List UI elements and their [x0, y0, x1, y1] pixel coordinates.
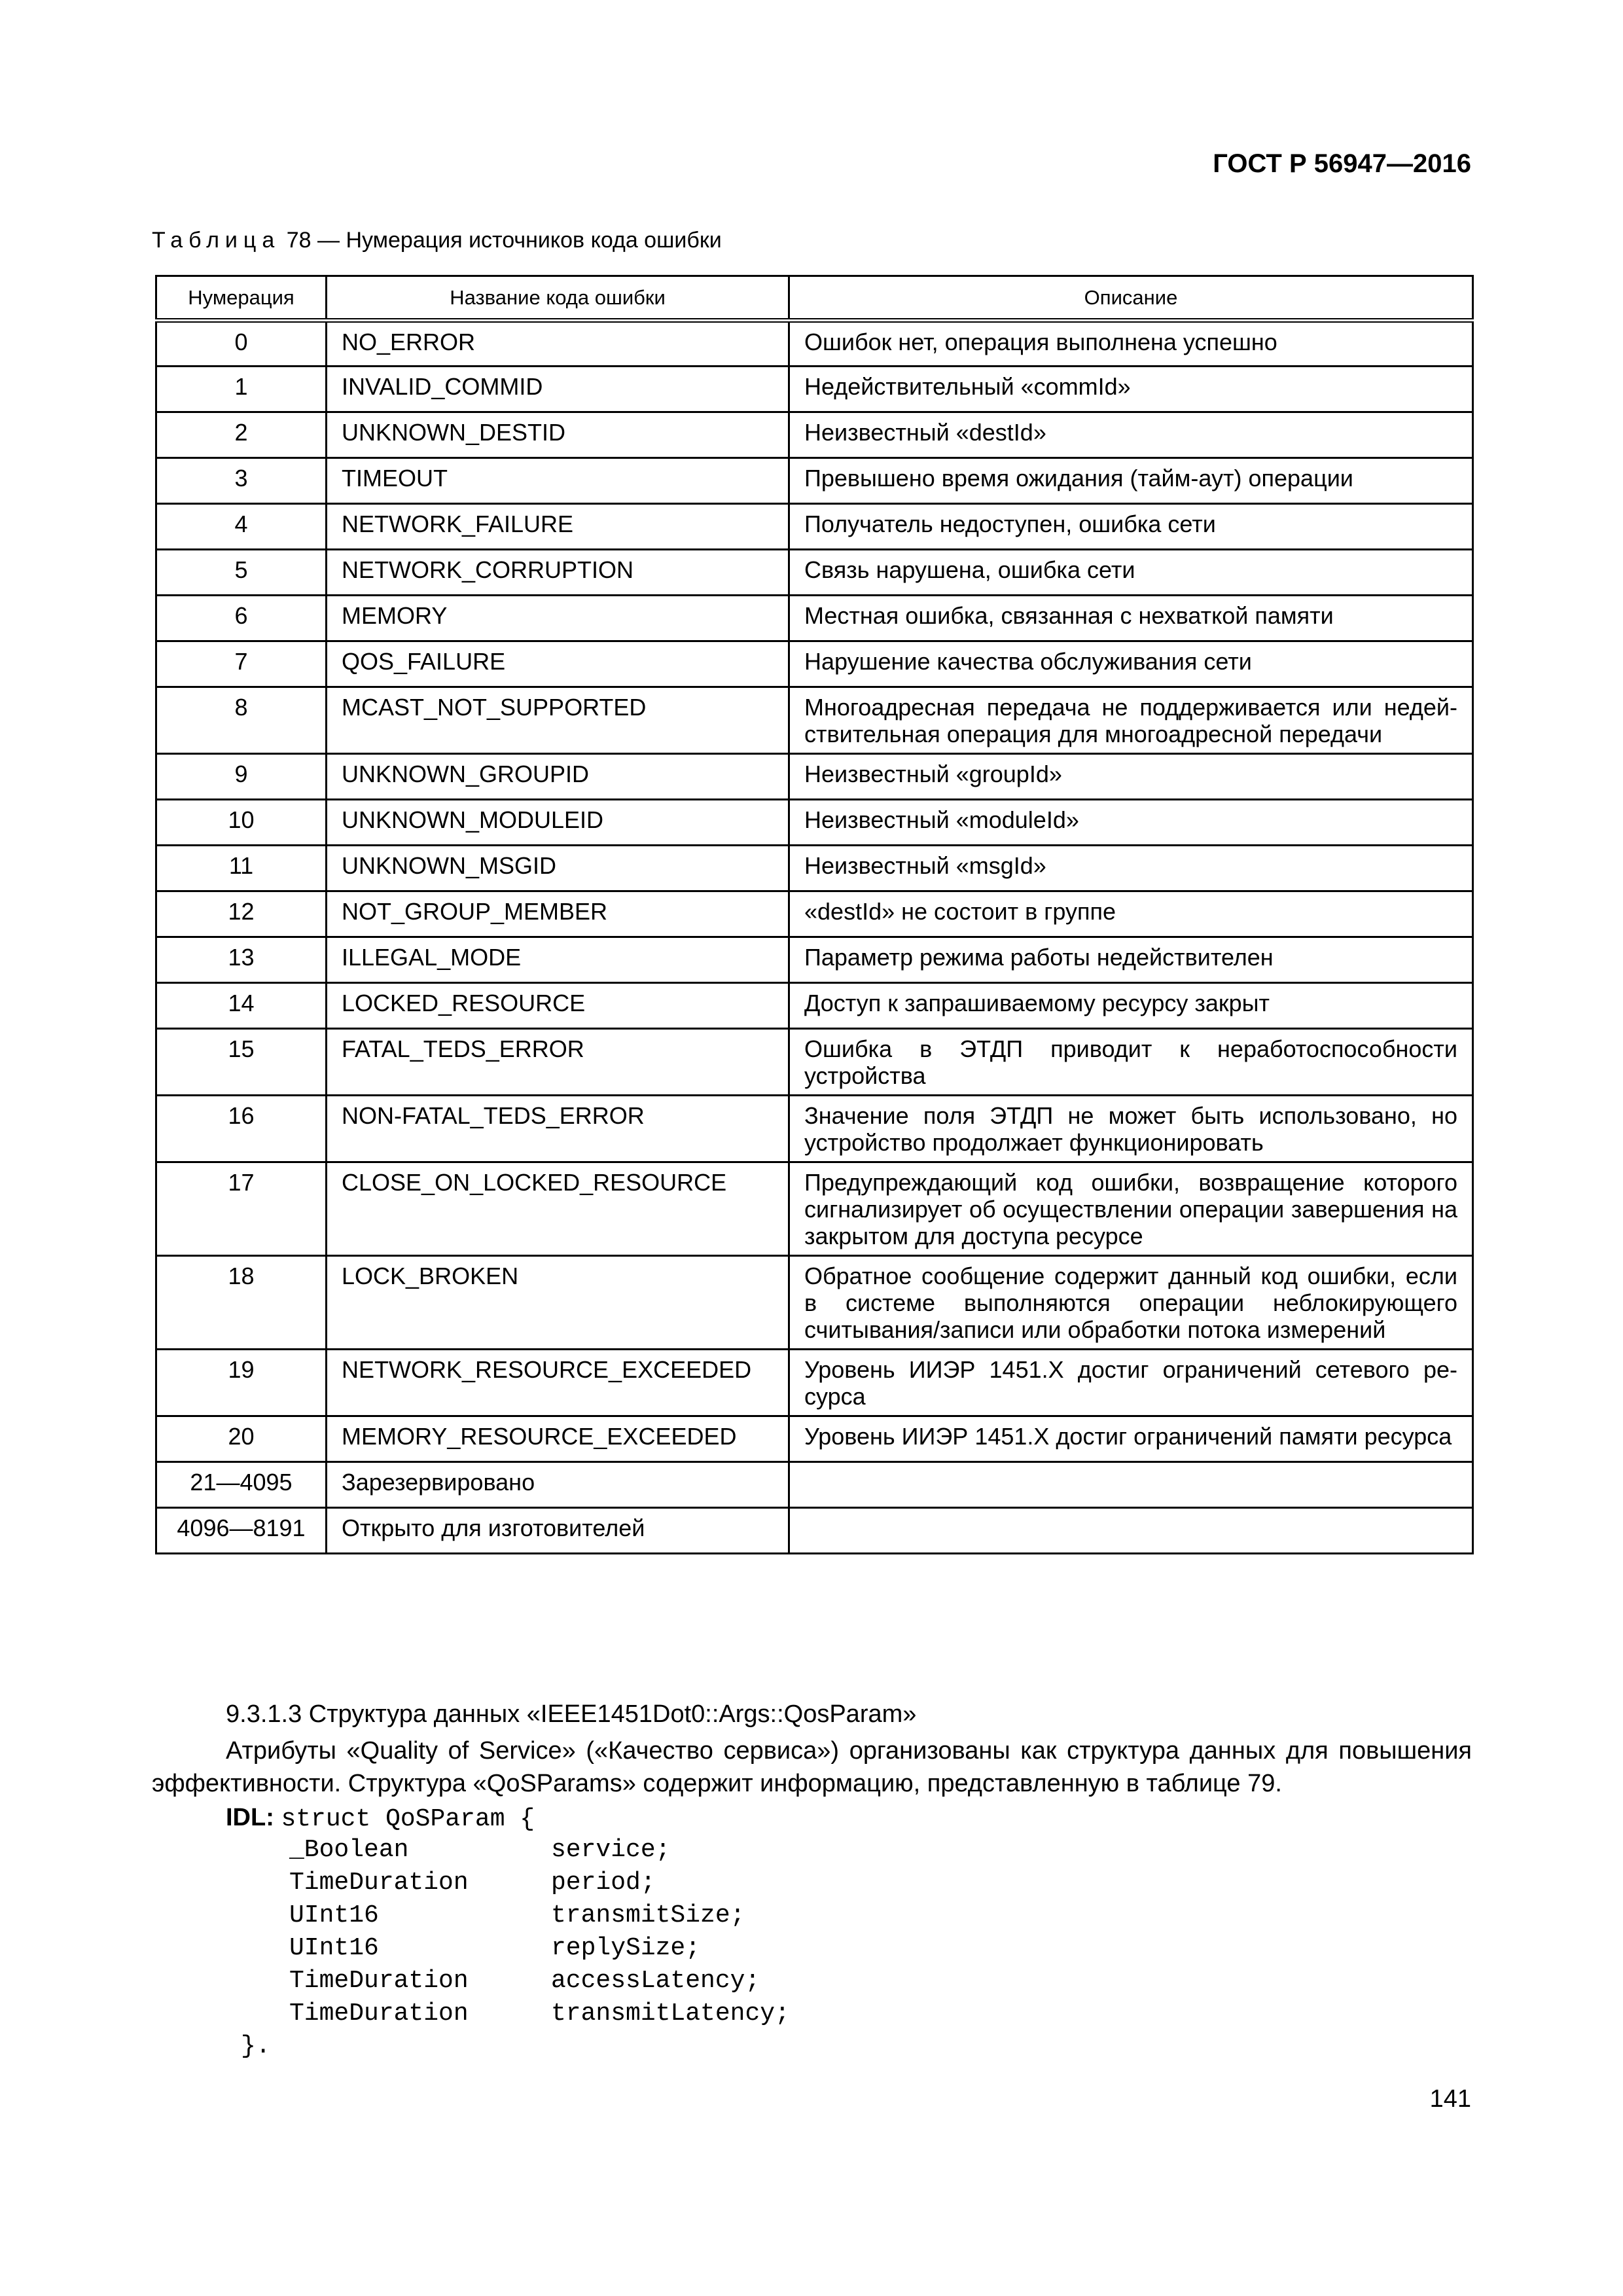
cell-error-name: Зарезервировано [327, 1462, 789, 1508]
cell-number: 8 [156, 687, 327, 754]
cell-number: 16 [156, 1096, 327, 1162]
idl-label: IDL: [226, 1804, 274, 1831]
idl-field-type: _Boolean [289, 1836, 409, 1864]
cell-number: 5 [156, 550, 327, 596]
table-row [156, 321, 1473, 367]
cell-error-name: LOCK_BROKEN [327, 1256, 789, 1350]
table-body [156, 321, 1473, 1554]
cell-error-name: LOCKED_RESOURCE [327, 983, 789, 1029]
column-header-number: Нумерация [156, 276, 327, 321]
table-row [156, 687, 1473, 754]
table-row [156, 1029, 1473, 1096]
section-heading: 9.3.1.3 Структура данных «IEEE1451Dot0::Args::QosParam» [226, 1700, 917, 1728]
page-number: 141 [1429, 2085, 1471, 2113]
column-header-description: Описание [789, 276, 1473, 321]
cell-number: 4 [156, 504, 327, 550]
cell-description [789, 1462, 1473, 1508]
idl-field-type: TimeDuration [289, 2000, 469, 2028]
cell-error-name: FATAL_TEDS_ERROR [327, 1029, 789, 1096]
cell-description: Доступ к запрашиваемому ресурсу закрыт [789, 983, 1473, 1029]
cell-number: 4096—8191 [156, 1508, 327, 1554]
table-row [156, 800, 1473, 846]
cell-error-name: UNKNOWN_GROUPID [327, 754, 789, 800]
idl-field-name: transmitSize; [551, 1901, 745, 1929]
table-row [156, 596, 1473, 641]
table-row [156, 458, 1473, 504]
document-id-header: ГОСТ Р 56947—2016 [1213, 149, 1471, 178]
cell-number: 1 [156, 367, 327, 412]
cell-description: Получатель недоступен, ошибка сети [789, 504, 1473, 550]
cell-description: Местная ошибка, связанная с нехваткой памяти [789, 596, 1473, 641]
table-row [156, 754, 1473, 800]
table-row [156, 367, 1473, 412]
cell-description: Обратное сообщение содержит данный код ошибки, если в системе выполняются операции неблокирующего считывания/записи или обработки потока измерений [789, 1256, 1473, 1350]
cell-error-name: NETWORK_FAILURE [327, 504, 789, 550]
idl-opening-line [226, 1801, 535, 1836]
table-row [156, 1162, 1473, 1256]
cell-description: Значение поля ЭТДП не может быть использовано, но устройство продолжает функционировать [789, 1096, 1473, 1162]
cell-description: Предупреждающий код ошибки, возвращение которого сигнализирует об осуществлении операции завершения на закрытом для доступа ресурсе [789, 1162, 1473, 1256]
cell-description: Ошибок нет, операция выполнена успешно [789, 321, 1473, 367]
cell-error-name: NON-FATAL_TEDS_ERROR [327, 1096, 789, 1162]
cell-number: 2 [156, 412, 327, 458]
cell-error-name: CLOSE_ON_LOCKED_RESOURCE [327, 1162, 789, 1256]
cell-number: 12 [156, 891, 327, 937]
table-row [156, 937, 1473, 983]
cell-description: Уровень ИИЭР 1451.X достиг ограничений памяти ресурса [789, 1416, 1473, 1462]
table-row [156, 1508, 1473, 1554]
table-caption [152, 228, 722, 253]
idl-field-type: UInt16 [289, 1934, 379, 1962]
idl-field-type: TimeDuration [289, 1869, 469, 1897]
cell-number: 11 [156, 846, 327, 891]
cell-error-name: UNKNOWN_DESTID [327, 412, 789, 458]
cell-error-name: Открыто для изготовителей [327, 1508, 789, 1554]
cell-error-name: UNKNOWN_MODULEID [327, 800, 789, 846]
cell-error-name: NETWORK_RESOURCE_EXCEEDED [327, 1350, 789, 1416]
idl-struct-close: }. [241, 2032, 271, 2060]
cell-description: Параметр режима работы недействителен [789, 937, 1473, 983]
table-caption-title: 78 — Нумерация источников кода ошибки [280, 228, 722, 253]
cell-error-name: UNKNOWN_MSGID [327, 846, 789, 891]
idl-field-type: UInt16 [289, 1901, 379, 1929]
table-row [156, 1256, 1473, 1350]
table-row [156, 1096, 1473, 1162]
idl-field-name: accessLatency; [551, 1967, 760, 1995]
cell-number: 9 [156, 754, 327, 800]
cell-description: Уровень ИИЭР 1451.X достиг ограничений сетевого ресурса [789, 1350, 1473, 1416]
cell-error-name: MCAST_NOT_SUPPORTED [327, 687, 789, 754]
cell-error-name: NETWORK_CORRUPTION [327, 550, 789, 596]
cell-description: Неизвестный «msgId» [789, 846, 1473, 891]
table-row [156, 550, 1473, 596]
table-row [156, 891, 1473, 937]
table-header-row [156, 276, 1473, 321]
cell-error-name: MEMORY_RESOURCE_EXCEEDED [327, 1416, 789, 1462]
cell-number: 7 [156, 641, 327, 687]
cell-description: Недействительный «commId» [789, 367, 1473, 412]
idl-struct-open: struct QoSParam { [281, 1805, 535, 1833]
cell-error-name: NO_ERROR [327, 321, 789, 367]
cell-description: Нарушение качества обслуживания сети [789, 641, 1473, 687]
cell-description: Ошибка в ЭТДП приводит к неработоспособности устройства [789, 1029, 1473, 1096]
cell-number: 13 [156, 937, 327, 983]
idl-field-type: TimeDuration [289, 1967, 469, 1995]
table-row [156, 846, 1473, 891]
cell-description [789, 1508, 1473, 1554]
idl-field-name: period; [551, 1869, 656, 1897]
cell-number: 15 [156, 1029, 327, 1096]
cell-number: 14 [156, 983, 327, 1029]
cell-number: 18 [156, 1256, 327, 1350]
cell-error-name: INVALID_COMMID [327, 367, 789, 412]
cell-description: Связь нарушена, ошибка сети [789, 550, 1473, 596]
cell-number: 0 [156, 321, 327, 367]
cell-error-name: MEMORY [327, 596, 789, 641]
cell-description: Неизвестный «groupId» [789, 754, 1473, 800]
table-row [156, 412, 1473, 458]
table-row [156, 1416, 1473, 1462]
cell-description: Неизвестный «destId» [789, 412, 1473, 458]
cell-number: 19 [156, 1350, 327, 1416]
section-paragraph: Атрибуты «Quality of Service» («Качество сервиса») организованы как структура данных для повышения эффективности. Структура «QoSParams» содержит информацию, представленную в таблице 79. [152, 1737, 1472, 1797]
column-header-name: Название кода ошибки [327, 276, 789, 321]
cell-description: «destId» не состоит в группе [789, 891, 1473, 937]
table-row [156, 641, 1473, 687]
cell-error-name: NOT_GROUP_MEMBER [327, 891, 789, 937]
cell-number: 10 [156, 800, 327, 846]
cell-number: 17 [156, 1162, 327, 1256]
idl-field-name: replySize; [551, 1934, 701, 1962]
error-code-table [155, 275, 1474, 1554]
cell-number: 6 [156, 596, 327, 641]
table-row [156, 983, 1473, 1029]
cell-number: 21—4095 [156, 1462, 327, 1508]
idl-field-name: service; [551, 1836, 671, 1864]
cell-description: Неизвестный «moduleId» [789, 800, 1473, 846]
idl-field-name: transmitLatency; [551, 2000, 790, 2028]
cell-error-name: TIMEOUT [327, 458, 789, 504]
table-caption-prefix: Таблица [152, 228, 281, 253]
cell-error-name: QOS_FAILURE [327, 641, 789, 687]
cell-number: 3 [156, 458, 327, 504]
table-row [156, 504, 1473, 550]
cell-description: Многоадресная передача не поддерживается или недействительная операция для многоадресной передачи [789, 687, 1473, 754]
cell-error-name: ILLEGAL_MODE [327, 937, 789, 983]
table-row [156, 1462, 1473, 1508]
table-row [156, 1350, 1473, 1416]
cell-number: 20 [156, 1416, 327, 1462]
cell-description: Превышено время ожидания (тайм-аут) операции [789, 458, 1473, 504]
